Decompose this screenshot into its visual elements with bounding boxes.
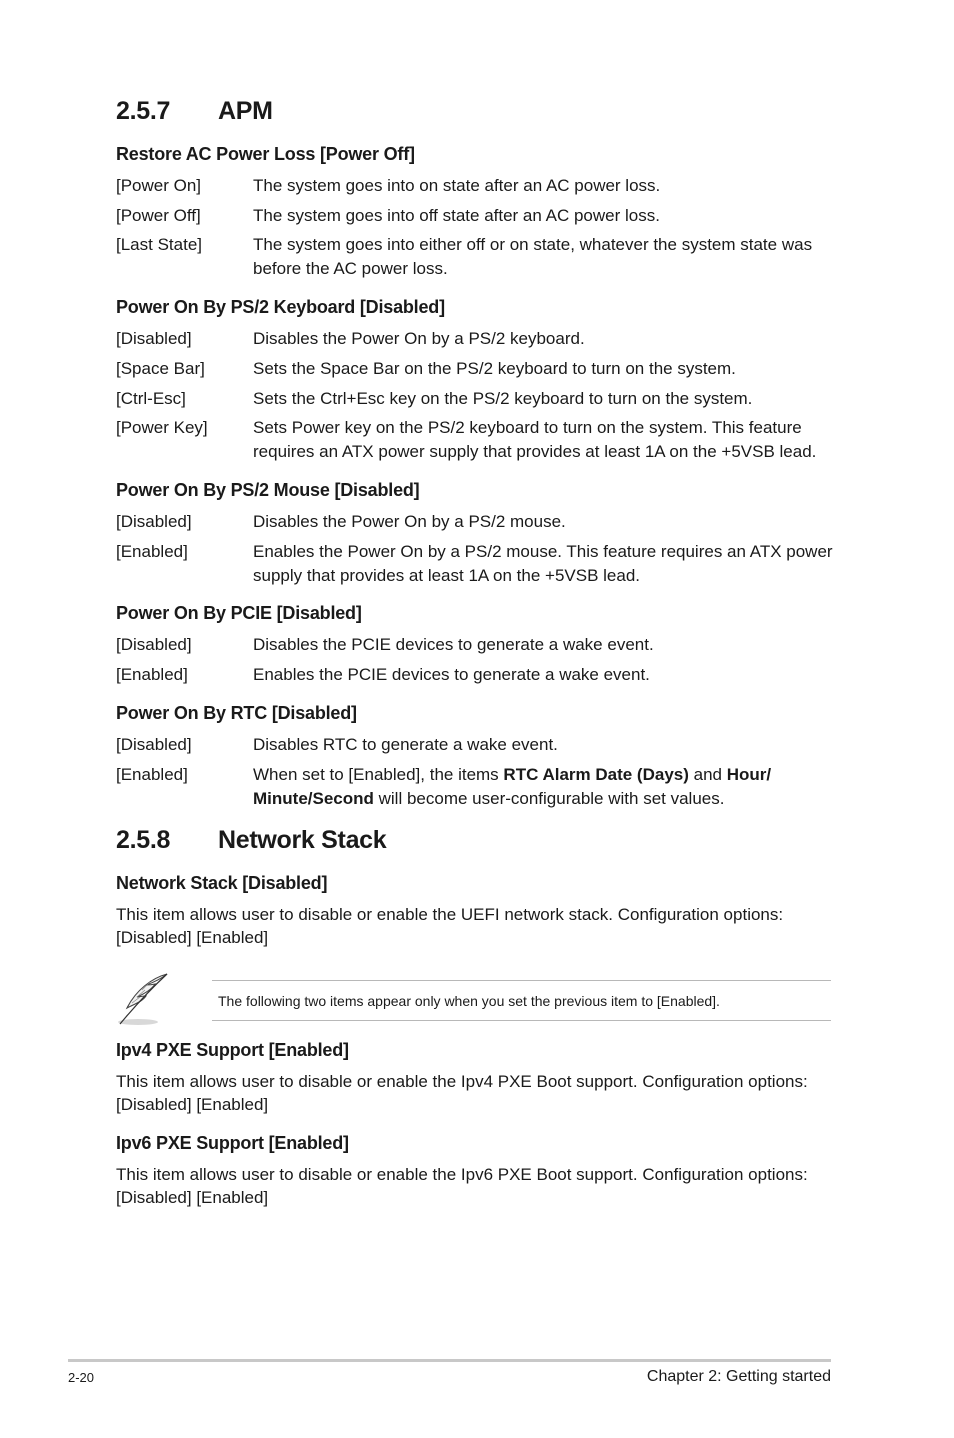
option-description: Disables the PCIE devices to generate a wake event. bbox=[253, 635, 654, 654]
option-value: [Space Bar] bbox=[116, 359, 205, 378]
option-description: Disables the Power On by a PS/2 mouse. bbox=[253, 512, 566, 531]
option-description: The system goes into either off or on state, whatever the system state was before the AC power loss. bbox=[253, 235, 813, 278]
option-description: The system goes into on state after an AC power loss. bbox=[253, 176, 661, 195]
item-heading-rtc: Power On By RTC [Disabled] bbox=[116, 703, 357, 723]
feather-pen-icon bbox=[112, 970, 176, 1028]
item-description: This item allows user to disable or enable the Ipv6 PXE Boot support. Configuration options: [Disabled] [Enabled] bbox=[116, 1165, 808, 1207]
note-bottom-rule bbox=[212, 1020, 831, 1021]
option-description: Sets the Ctrl+Esc key on the PS/2 keyboard to turn on the system. bbox=[253, 389, 753, 408]
item-heading-ps2-mouse: Power On By PS/2 Mouse [Disabled] bbox=[116, 480, 420, 500]
option-value: [Disabled] bbox=[116, 735, 192, 754]
option-value: [Power Key] bbox=[116, 418, 208, 437]
option-value: [Ctrl-Esc] bbox=[116, 389, 186, 408]
desc-text: and bbox=[688, 765, 727, 784]
note-text: The following two items appear only when you set the previous item to [Enabled]. bbox=[218, 993, 720, 1009]
item-heading-pcie: Power On By PCIE [Disabled] bbox=[116, 603, 362, 623]
desc-text: will become user-configurable with set values. bbox=[373, 789, 725, 808]
footer-rule bbox=[68, 1359, 831, 1362]
option-description: Disables RTC to generate a wake event. bbox=[253, 735, 558, 754]
page-number: 2-20 bbox=[68, 1370, 95, 1385]
item-heading-ps2-keyboard: Power On By PS/2 Keyboard [Disabled] bbox=[116, 297, 445, 317]
option-value: [Enabled] bbox=[116, 765, 188, 784]
option-description bbox=[253, 763, 843, 811]
item-heading-ipv6-pxe: Ipv6 PXE Support [Enabled] bbox=[116, 1133, 349, 1153]
item-heading-network-stack: Network Stack [Disabled] bbox=[116, 873, 328, 893]
option-value: [Power Off] bbox=[116, 206, 201, 225]
desc-text: When set to [Enabled], the items bbox=[253, 765, 504, 784]
section-number: 2.5.7 bbox=[116, 97, 171, 125]
option-value: [Enabled] bbox=[116, 542, 188, 561]
option-value: [Power On] bbox=[116, 176, 202, 195]
option-description: Disables the Power On by a PS/2 keyboard. bbox=[253, 329, 585, 348]
option-value: [Disabled] bbox=[116, 512, 192, 531]
item-description: This item allows user to disable or enable the UEFI network stack. Configuration options: [Disabled] [Enabled] bbox=[116, 905, 784, 947]
option-description: Sets the Space Bar on the PS/2 keyboard to turn on the system. bbox=[253, 359, 736, 378]
option-value: [Disabled] bbox=[116, 329, 192, 348]
option-description: The system goes into off state after an AC power loss. bbox=[253, 206, 660, 225]
section-number: 2.5.8 bbox=[116, 826, 171, 854]
item-heading-ipv4-pxe: Ipv4 PXE Support [Enabled] bbox=[116, 1040, 349, 1060]
option-description: Enables the PCIE devices to generate a wake event. bbox=[253, 665, 650, 684]
section-title: Network Stack bbox=[218, 826, 387, 854]
desc-bold-hour-minute-second: Hour/ Minute/Second bbox=[253, 765, 772, 808]
option-value: [Last State] bbox=[116, 235, 202, 254]
option-description: Sets Power key on the PS/2 keyboard to turn on the system. This feature requires an ATX power supply that provides at least 1A on the +5VSB lead. bbox=[253, 418, 817, 461]
note-top-rule bbox=[212, 980, 831, 981]
option-value: [Disabled] bbox=[116, 635, 192, 654]
desc-bold-rtc-alarm-date: RTC Alarm Date (Days) bbox=[503, 765, 689, 784]
item-heading-restore-ac: Restore AC Power Loss [Power Off] bbox=[116, 144, 415, 164]
section-title: APM bbox=[218, 97, 273, 125]
option-description: Enables the Power On by a PS/2 mouse. This feature requires an ATX power supply that provides at least 1A on the +5VSB lead. bbox=[253, 542, 833, 585]
option-value: [Enabled] bbox=[116, 665, 188, 684]
chapter-label: Chapter 2: Getting started bbox=[646, 1368, 831, 1385]
item-description: This item allows user to disable or enable the Ipv4 PXE Boot support. Configuration options: [Disabled] [Enabled] bbox=[116, 1072, 808, 1114]
